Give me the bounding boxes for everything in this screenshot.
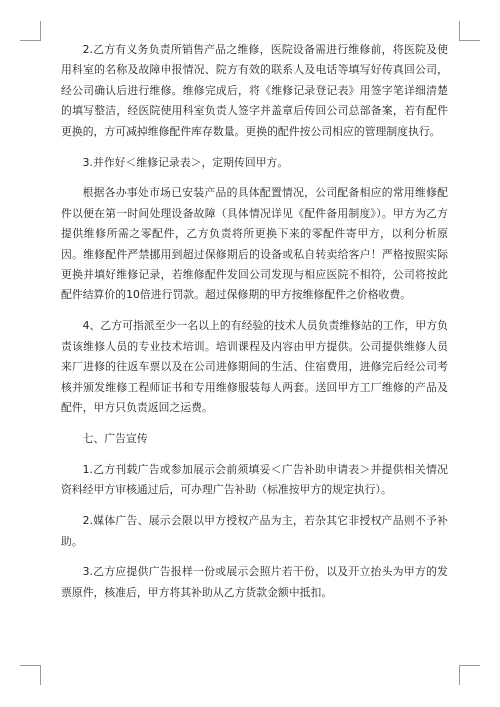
paragraph-maintenance-record: 3.并作好＜维修记录表＞，定期传回甲方。 — [82, 155, 289, 169]
document-body — [61, 40, 448, 614]
crop-mark-top-left-vertical — [40, 21, 41, 41]
section-heading-advertising: 七、广告宣传 — [82, 431, 148, 445]
crop-mark-bottom-right-horizontal — [460, 665, 480, 666]
crop-mark-bottom-right-vertical — [459, 665, 460, 685]
paragraph-technician-training: 4、乙方可指派至少一名以上的有经验的技术人员负责维修站的工作，甲方负责该维修人员的专业技术培训。培训课程及内容由甲方提供。公司提供维修人员来厂进修的往返车票以及在公司进修期间的生活、住宿费用，进修完后经公司考核并颁发维修工程师证书和专用维修服装每人两套。送回甲方工厂维修的产品及配件，甲方只负责返回之运费。 — [61, 319, 448, 414]
paragraph-ad-subsidy-application: 1.乙方刊载广告或参加展示会前须填妥＜广告补助申请表＞并提供相关情况资料经甲方审核通过后，可办理广告补助（标准按甲方的规定执行）。 — [61, 462, 448, 497]
paragraph-spare-parts: 根据各办事处市场已安装产品的具体配置情况，公司配备相应的常用维修配件以便在第一时间处理设备故障（具体情况详见《配件备用制度》）。甲方为乙方提供维修所需之零配件，乙方负责将所更换下来的零配件寄甲方，以利分析原因。维修配件严禁挪用到超过保修期后的设备或私自转卖给客户！严格按照实际更换并填好维修记录，若维修配件发回公司发现与相应医院不相符，公司将按此配件结算价的10倍进行罚款。超过保修期的甲方按维修配件之价格收费。 — [61, 186, 448, 302]
crop-mark-top-right-vertical — [459, 21, 460, 41]
paragraph-ad-product-limit: 2.媒体广告、展示会限以甲方授权产品为主，若杂其它非授权产品则不予补助。 — [61, 514, 448, 548]
crop-mark-bottom-left-horizontal — [20, 665, 40, 666]
paragraph-maintenance-duty: 2.乙方有义务负责所销售产品之维修，医院设备需进行维修前，将医院及使用科室的名称及故障申报情况、院方有效的联系人及电话等填写好传真回公司，经公司确认后进行维修。维修完成后，将《维修记录登记表》用签字笔详细清楚的填写整洁，经医院使用科室负责人签字并盖章后传回公司总部备案，若有配件更换的，方可减掉维修配件库存数量。更换的配件按公司相应的管理制度执行。 — [61, 43, 448, 138]
crop-mark-top-left-horizontal — [20, 40, 40, 41]
crop-mark-top-right-horizontal — [460, 40, 480, 41]
paragraph-ad-proof-invoice: 3.乙方应提供广告报样一份或展示会照片若干份，以及开立抬头为甲方的发票原件，核准后，甲方将其补助从乙方货款金额中抵扣。 — [61, 565, 448, 599]
crop-mark-bottom-left-vertical — [40, 665, 41, 685]
